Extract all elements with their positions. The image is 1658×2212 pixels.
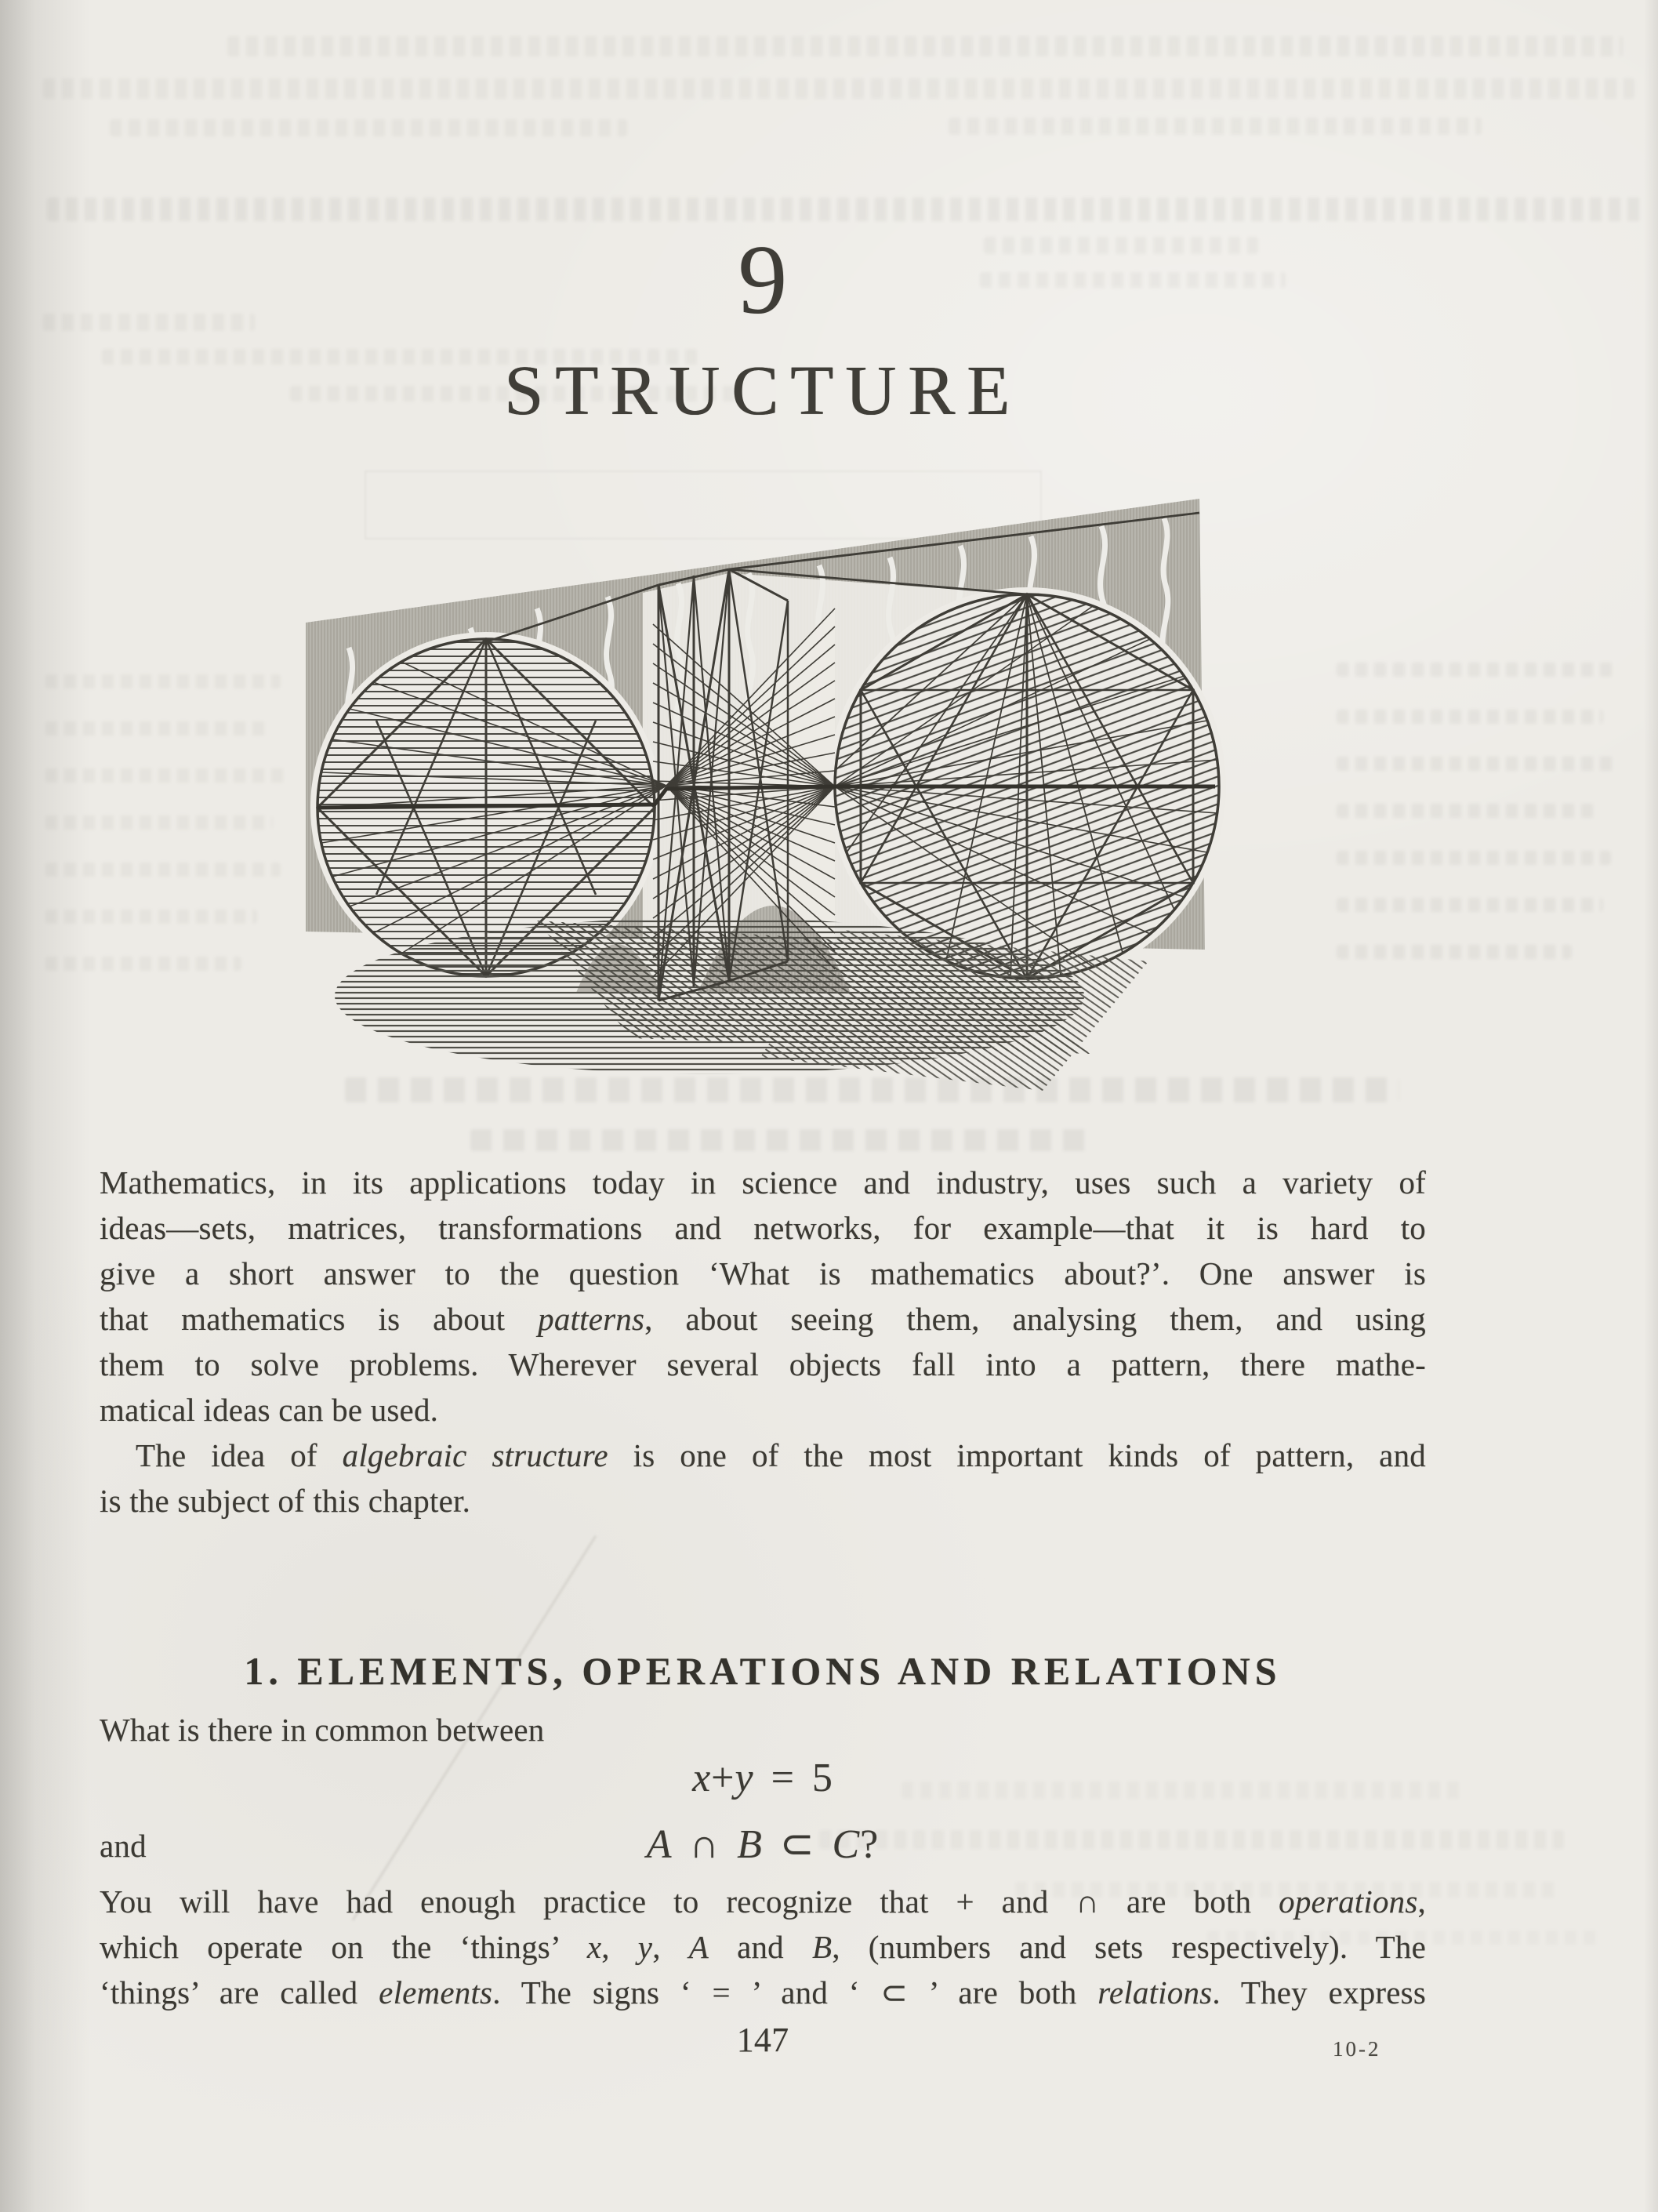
body-line: is the subject of this chapter.	[100, 1483, 471, 1519]
section-heading: 1. ELEMENTS, OPERATIONS AND RELATIONS	[244, 1649, 1282, 1693]
equation-1: x+y = 5	[692, 1756, 833, 1800]
body-line: Mathematics, in its applications today in science and industry, uses such a variety of	[100, 1164, 1426, 1200]
chapter-title: STRUCTURE	[503, 352, 1022, 430]
body-line: give a short answer to the question ‘What is mathematics about?’. One answer is	[100, 1255, 1426, 1291]
chapter-number: 9	[738, 226, 788, 335]
body-line: You will have had enough practice to recognize that + and ∩ are both operations,	[100, 1883, 1426, 1920]
body-line: ideas—sets, matrices, transformations and networks, for example—that it is hard to	[100, 1210, 1426, 1246]
body-line: them to solve problems. Wherever several objects fall into a pattern, there mathe-	[100, 1346, 1426, 1382]
equation-2: A ∩ B ⊂ C?	[646, 1822, 880, 1867]
section-lead: What is there in common between	[100, 1712, 545, 1748]
body-line: The idea of algebraic structure is one of the most important kinds of pattern, and	[136, 1437, 1426, 1473]
paragraph-2	[100, 1433, 1426, 1524]
body-line: matical ideas can be used.	[100, 1392, 439, 1428]
page-number: 147	[736, 2021, 789, 2059]
paragraph-1	[100, 1160, 1426, 1433]
body-line: that mathematics is about patterns, about seeing them, analysing them, and using	[100, 1301, 1426, 1337]
body-line: ‘things’ are called elements. The signs ‘ = ’ and ‘ ⊂ ’ are both relations. They express	[100, 1974, 1426, 2010]
paragraph-3	[100, 1879, 1426, 2015]
abstract-geometric-illustration	[302, 491, 1227, 1126]
connector-and: and	[100, 1828, 147, 1864]
signature-mark: 10-2	[1333, 2037, 1381, 2061]
body-line: which operate on the ‘things’ x, y, A and B, (numbers and sets respectively). The	[100, 1929, 1427, 1965]
